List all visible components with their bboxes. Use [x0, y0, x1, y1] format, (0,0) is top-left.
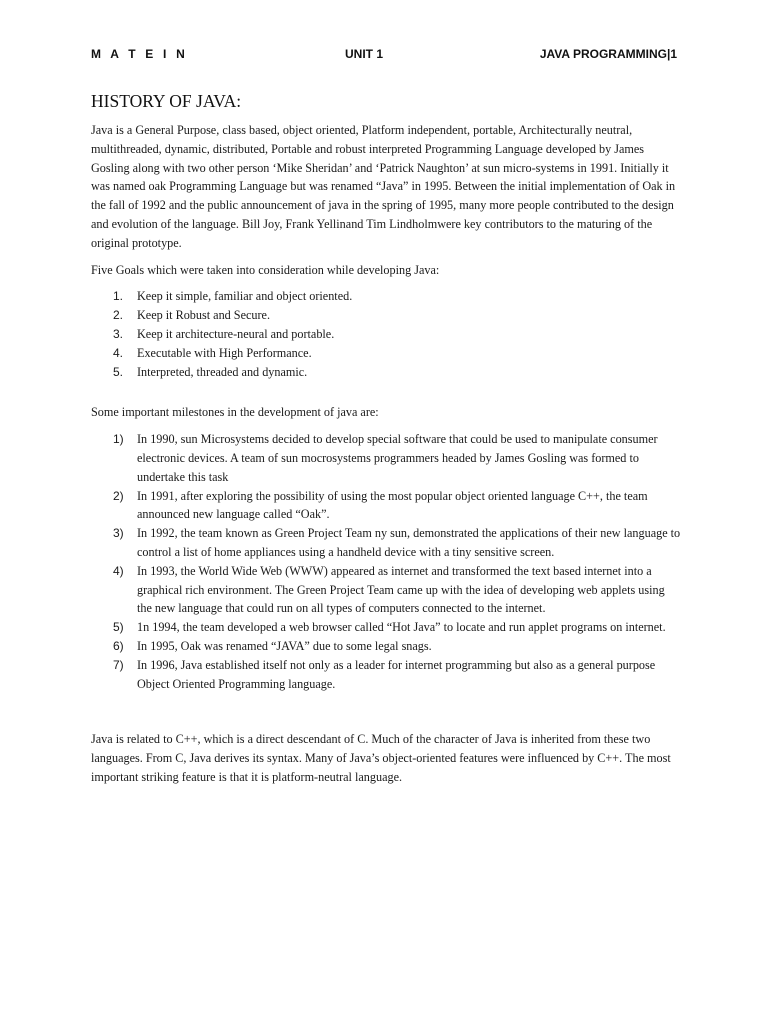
list-number: 2.: [113, 308, 124, 323]
list-text: In 1996, Java established itself not only as a leader for internet programming but also as a general purpose Object Oriented Programming language.: [137, 657, 656, 691]
list-item: [91, 325, 681, 344]
list-text: In 1991, after exploring the possibility of using the most popular object oriented language C++, the team announced new language called “Oak”.: [137, 488, 648, 522]
list-number: 6): [113, 638, 124, 653]
list-text: Interpreted, threaded and dynamic.: [137, 364, 308, 379]
list-text: Keep it simple, familiar and object oriented.: [137, 289, 353, 304]
header-unit: UNIT 1: [345, 47, 384, 61]
list-item: [91, 562, 681, 618]
milestones-list: [91, 430, 681, 693]
goals-list: [91, 287, 681, 381]
list-number: 1): [113, 432, 124, 447]
list-number: 2): [113, 488, 124, 503]
list-item: [91, 487, 681, 525]
list-text: 1n 1994, the team developed a web browser called “Hot Java” to locate and run applet programs on internet.: [137, 620, 666, 635]
goals-intro: Five Goals which were taken into consideration while developing Java:: [91, 262, 440, 277]
list-text: Keep it architecture-neural and portable.: [137, 326, 335, 341]
page-header: [91, 47, 677, 67]
list-item: [91, 637, 681, 656]
document-body: [91, 90, 681, 787]
list-number: 7): [113, 657, 124, 672]
list-item: [91, 656, 681, 694]
header-author: M A T E I N: [91, 47, 188, 61]
list-number: 5): [113, 620, 124, 635]
list-number: 5.: [113, 364, 124, 379]
list-number: 3.: [113, 326, 124, 341]
closing-paragraph: Java is related to C++, which is a direct descendant of C. Much of the character of Java is inherited from these two languages. From C, Java derives its syntax. Many of Java’s object-oriented features were influenced by C++. The most important striking feature is that it is platform-neutral language.: [91, 732, 671, 784]
list-item: [91, 344, 681, 363]
list-item: [91, 363, 681, 382]
list-text: Executable with High Performance.: [137, 345, 312, 360]
list-number: 4.: [113, 345, 124, 360]
list-item: [91, 287, 681, 306]
header-course-page: JAVA PROGRAMMING|1: [539, 47, 677, 61]
list-text: In 1990, sun Microsystems decided to develop special software that could be used to manipulate consumer electronic devices. A team of sun mocrosystems programmers headed by James Gosling was formed to undertake this task: [137, 432, 658, 484]
list-item: [91, 524, 681, 562]
list-item: [91, 306, 681, 325]
milestones-intro: Some important milestones in the development of java are:: [91, 405, 379, 420]
list-number: 3): [113, 526, 124, 541]
list-text: Keep it Robust and Secure.: [137, 308, 271, 323]
intro-paragraph: Java is a General Purpose, class based, object oriented, Platform independent, portable, Architecturally neutral, multithreaded, dynamic, distributed, Portable and robust interpreted Programming Language developed by James Gosling along with two other person ‘Mike Sheridan’ and ‘Patrick Naughton’ at sun micro-systems in 1991. Initially it was named oak Programming Language but was renamed “Java” in 1995. Between the initial implementation of Oak in the fall of 1992 and the public announcement of java in the spring of 1995, many more people contributed to the design and evolution of the language. Bill Joy, Frank Yellinand Tim Lindholmwere key contributors to the maturing of the original prototype.: [91, 123, 676, 250]
list-number: 1.: [113, 289, 124, 304]
list-text: In 1993, the World Wide Web (WWW) appeared as internet and transformed the text based internet into a graphical rich environment. The Green Project Team came up with the idea of developing web applets using the new language that could run on all types of computers connected to the internet.: [137, 563, 665, 616]
list-text: In 1992, the team known as Green Project Team ny sun, demonstrated the applications of their new language to control a list of home appliances using a handheld device with a tiny sensitive screen.: [137, 526, 681, 559]
page-title: HISTORY OF JAVA:: [91, 91, 242, 111]
list-number: 4): [113, 563, 124, 578]
list-text: In 1995, Oak was renamed “JAVA” due to some legal snags.: [137, 638, 432, 653]
list-item: [91, 430, 681, 486]
list-item: [91, 618, 681, 637]
